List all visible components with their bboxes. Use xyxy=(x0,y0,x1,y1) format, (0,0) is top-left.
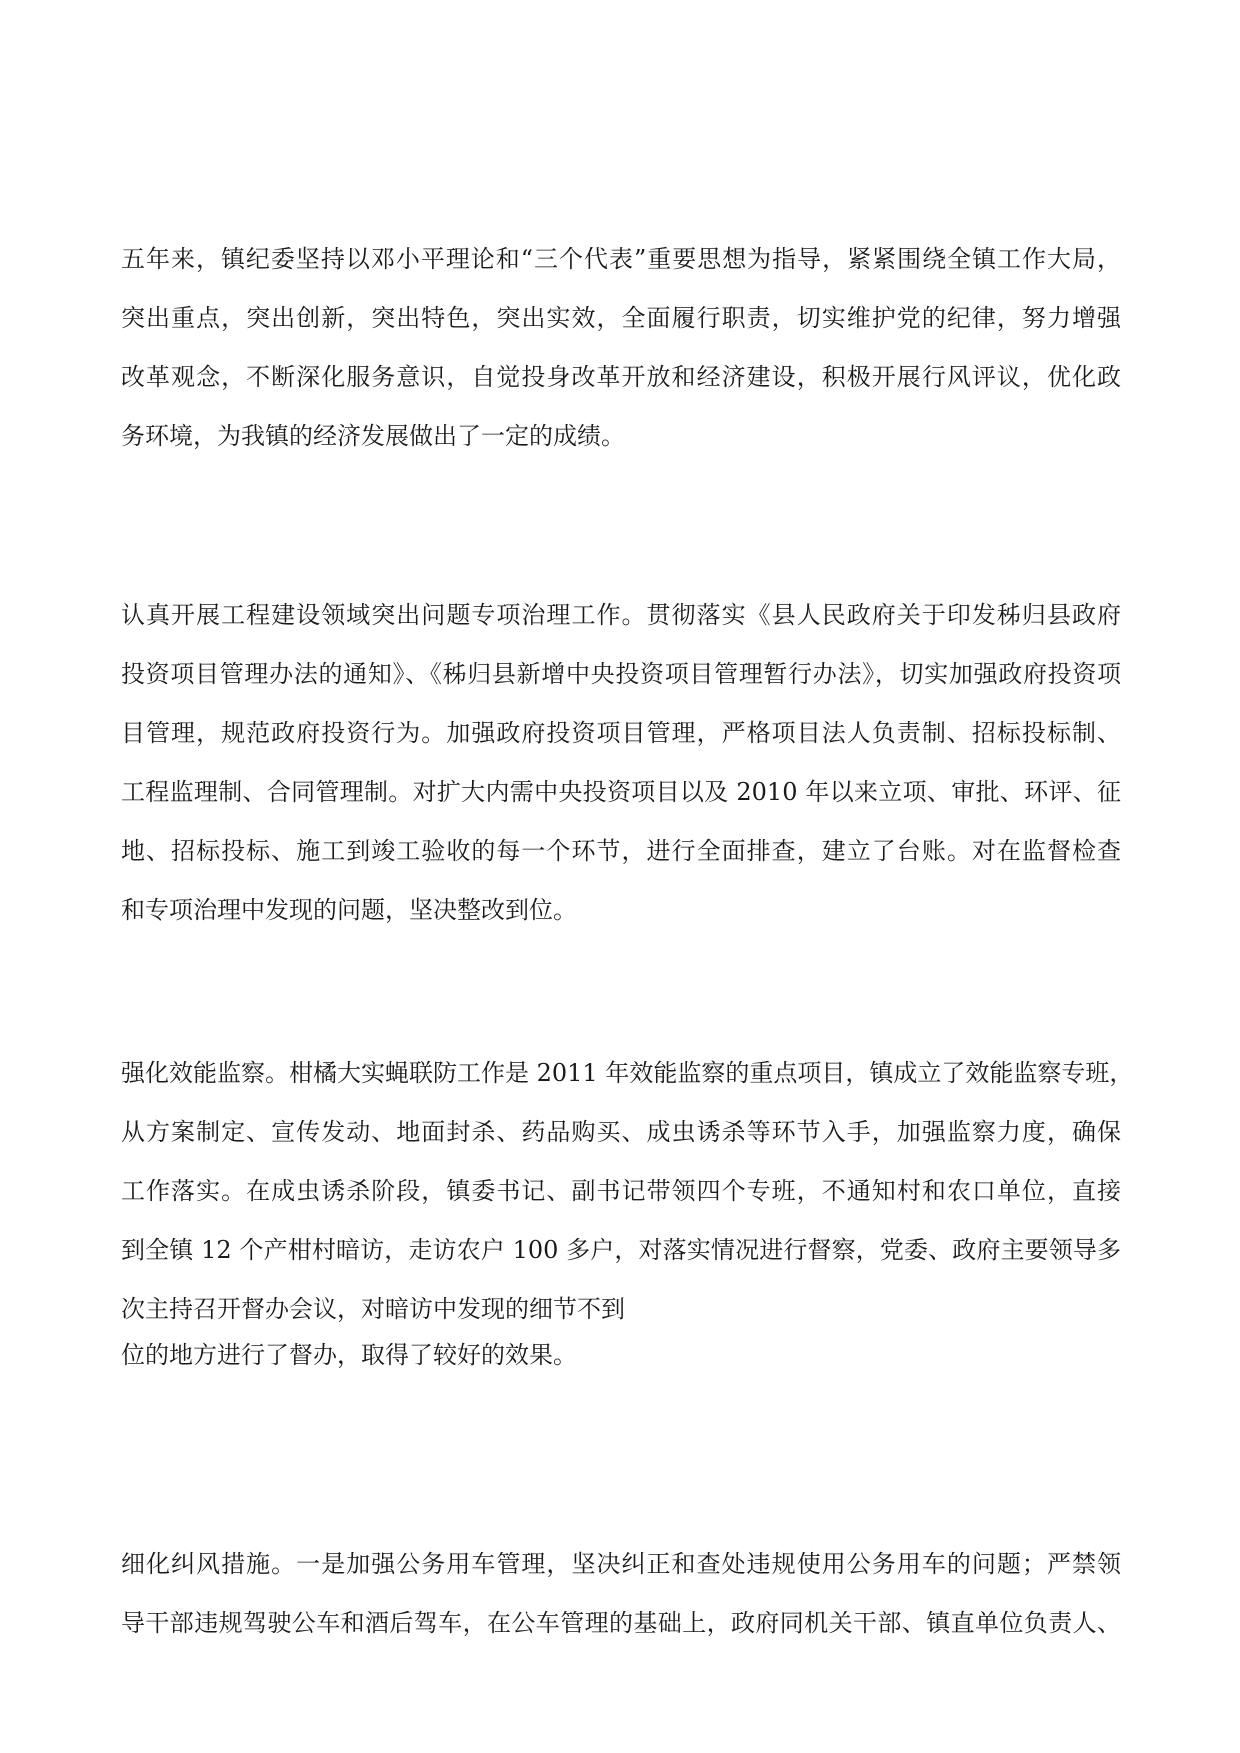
paragraph-1 xyxy=(121,230,1121,466)
paragraph-line: 位的地方进行了督办，取得了较好的效果。 xyxy=(121,1341,577,1369)
paragraph-3 xyxy=(121,1044,1134,1339)
paragraph-line: 和专项治理中发现的问题，坚决整改到位。 xyxy=(121,896,577,924)
paragraph-line: 工程监理制、合同管理制。对扩大内需中央投资项目以及 2010 年以来立项、审批、环评、征 xyxy=(121,778,1121,806)
paragraph-line: 改革观念，不断深化服务意识，自觉投身改革开放和经济建设，积极开展行风评议，优化政 xyxy=(121,363,1121,391)
paragraph-line: 投资项目管理办法的通知》、《秭归县新增中央投资项目管理暂行办法》，切实加强政府投资项 xyxy=(121,660,1121,688)
paragraph-line: 到全镇 12 个产柑村暗访，走访农户 100 多户，对落实情况进行督察，党委、政府主要领导多 xyxy=(121,1236,1121,1264)
paragraph-line: 突出重点，突出创新，突出特色，突出实效，全面履行职责，切实维护党的纪律，努力增强 xyxy=(121,304,1121,332)
paragraph-line: 目管理，规范政府投资行为。加强政府投资项目管理，严格项目法人负责制、招标投标制、 xyxy=(121,719,1121,747)
paragraph-line: 工作落实。在成虫诱杀阶段，镇委书记、副书记带领四个专班，不通知村和农口单位，直接 xyxy=(121,1177,1121,1205)
paragraph-2 xyxy=(121,586,1121,940)
paragraph-line: 导干部违规驾驶公车和酒后驾车，在公车管理的基础上，政府同机关干部、镇直单位负责人、 xyxy=(121,1609,1121,1637)
paragraph-line: 从方案制定、宣传发动、地面封杀、药品购买、成虫诱杀等环节入手，加强监察力度，确保 xyxy=(121,1118,1121,1146)
paragraph-line: 细化纠风措施。一是加强公务用车管理，坚决纠正和查处违规使用公务用车的问题；严禁领 xyxy=(121,1550,1121,1578)
paragraph-line: 次主持召开督办会议，对暗访中发现的细节不到 xyxy=(121,1295,625,1323)
paragraph-5 xyxy=(121,1535,1121,1653)
paragraph-line: 五年来，镇纪委坚持以邓小平理论和“三个代表”重要思想为指导，紧紧围绕全镇工作大局， xyxy=(121,245,1121,273)
paragraph-line: 地、招标投标、施工到竣工验收的每一个环节，进行全面排查，建立了台账。对在监督检查 xyxy=(121,837,1121,865)
paragraph-line: 认真开展工程建设领域突出问题专项治理工作。贯彻落实《县人民政府关于印发秭归县政府 xyxy=(121,601,1121,629)
paragraph-line: 务环境，为我镇的经济发展做出了一定的成绩。 xyxy=(121,422,625,450)
paragraph-line: 强化效能监察。柑橘大实蝇联防工作是 2011 年效能监察的重点项目，镇成立了效能监察专班， xyxy=(121,1059,1134,1087)
paragraph-4 xyxy=(121,1326,1121,1385)
